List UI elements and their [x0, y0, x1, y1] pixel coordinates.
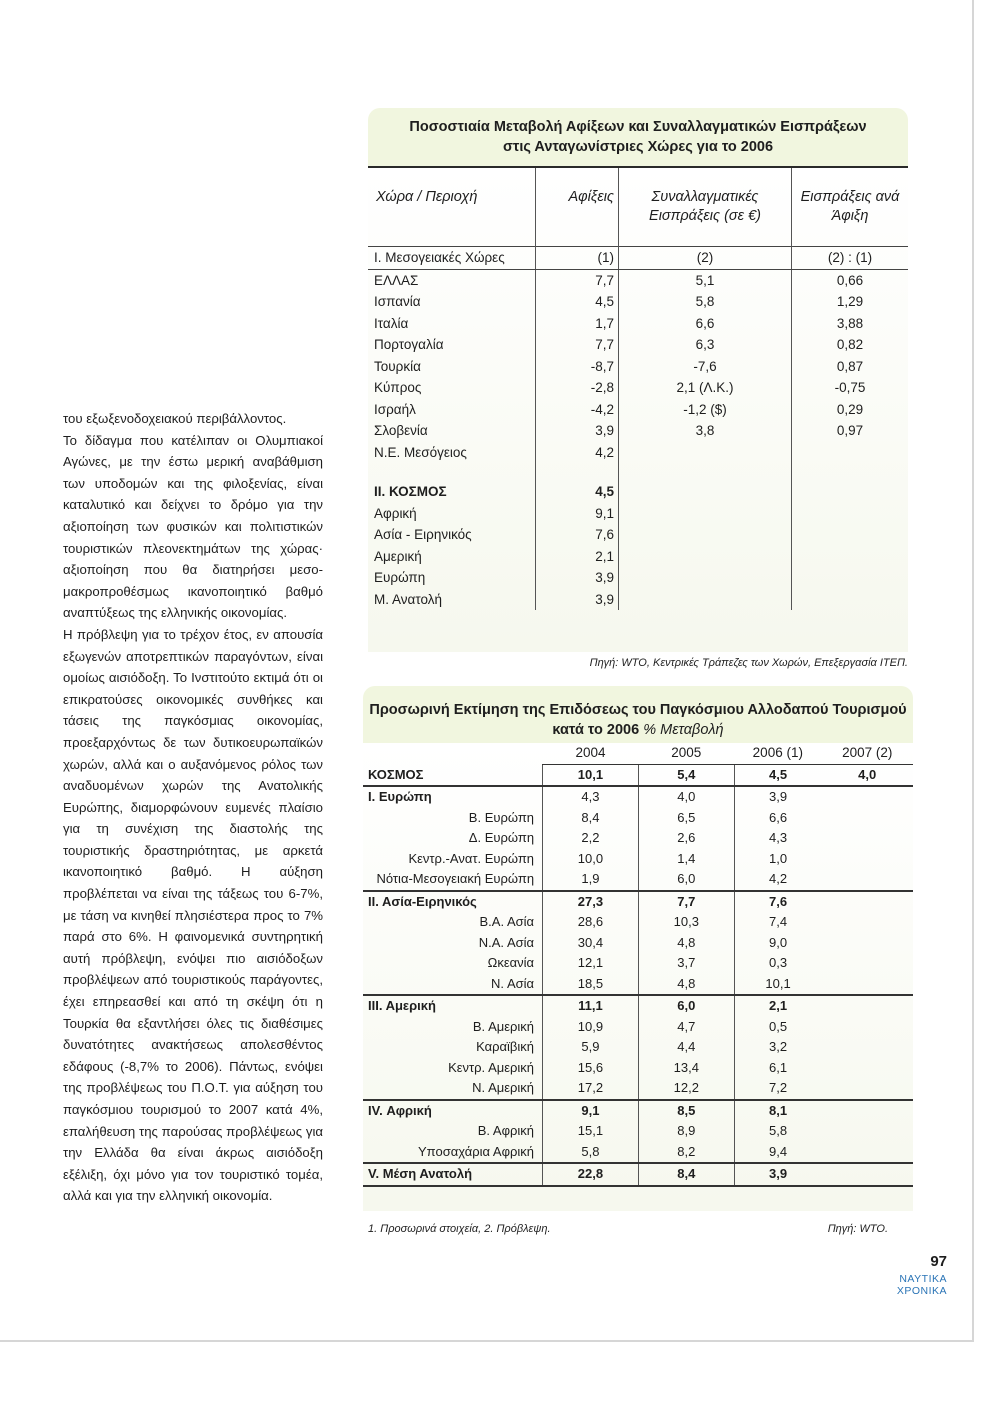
table1-row [368, 442, 908, 464]
table1-cell [792, 524, 908, 546]
table2-title [363, 700, 913, 740]
table1-row-label: Ευρώπη [374, 570, 426, 586]
table2-row-label: Β. Ευρώπη [468, 809, 535, 825]
table1-row-label: Πορτογαλία [374, 337, 444, 353]
table1-cell: -0,75 [792, 377, 908, 399]
table1-row [368, 269, 908, 291]
table1-title [368, 117, 908, 157]
table1-cell: 4,5 [535, 481, 618, 503]
table2-cell [821, 933, 913, 954]
table2-cell: 18,5 [543, 974, 639, 996]
table1-col-header: Χώρα / Περιοχή [376, 189, 478, 205]
table1-section-label: ΙΙ. ΚΟΣΜΟΣ [374, 484, 447, 500]
table2-row-label: Ν. Ασία [491, 975, 535, 991]
table2-cell [821, 912, 913, 933]
table1-cell [618, 546, 791, 568]
table2-cell [821, 828, 913, 849]
table1-cell: 4,5 [535, 291, 618, 313]
table2-cell: 4,0 [821, 764, 913, 786]
table2-header-row [363, 743, 913, 764]
table2-cell [821, 869, 913, 891]
table1-cell: 3,9 [535, 567, 618, 589]
table1-cell: (2) [618, 247, 791, 270]
table2-row [363, 1121, 913, 1142]
table1-row [368, 524, 908, 546]
table2-row [363, 974, 913, 996]
table1-cell: 0,66 [792, 269, 908, 291]
table2-cell: 12,2 [638, 1078, 734, 1100]
table1-cell [792, 503, 908, 525]
table2-title-line1: Προσωρινή Εκτίμηση της Επιδόσεως του Παγκόσμιου Αλλοδαπού Τουρισμού [369, 702, 907, 718]
table2 [363, 743, 913, 1211]
table1-row [368, 589, 908, 611]
table2-cell: 10,3 [638, 912, 734, 933]
table2-cell: 7,4 [734, 912, 821, 933]
table2-cell [821, 995, 913, 1017]
paragraph: Το δίδαγμα που κατέλιπαν οι Ολυμπιακοί Αγώνες, με την έστω μερική αναβάθμιση των υποδομών και της φιλοξενίας, είναι καταλυτικό και δείχνει το δρόμο για την αξιοποίηση των φυσικών και πολιτιστικών τουριστικών πλεονεκτημάτων της χώρας· αξιοποίηση που θα διατηρήσει μεσο-μακροπροθέσμως ικανοποιητικό βαθμό αναπτύξεως της ελληνικής οικονομίας. [63, 432, 323, 621]
table2-cell: 4,2 [734, 869, 821, 891]
table2-row [363, 1058, 913, 1079]
table2-cell [821, 1078, 913, 1100]
table2-cell: 10,9 [543, 1017, 639, 1038]
table2-title-line2: κατά το 2006 [552, 722, 640, 738]
table1-row-label: Ισπανία [374, 294, 421, 310]
table2-row-label: Ωκεανία [487, 955, 535, 971]
table2-row-label: Κεντρ. Αμερική [448, 1059, 535, 1075]
table2-row [363, 1017, 913, 1038]
table2-cell: 12,1 [543, 953, 639, 974]
table2-cell: 5,4 [638, 764, 734, 786]
table2-cell: 15,1 [543, 1121, 639, 1142]
table2-row [363, 828, 913, 849]
table2-cell: 9,4 [734, 1142, 821, 1164]
table1-row-label: Ν.Ε. Μεσόγειος [374, 444, 467, 460]
table2-cell: 7,7 [638, 891, 734, 913]
table2-cell: 1,9 [543, 869, 639, 891]
table2-world-label: ΚΟΣΜΟΣ [363, 764, 543, 786]
table2-cell: 6,0 [638, 995, 734, 1017]
table1-row-label: ΕΛΛΑΣ [374, 272, 419, 288]
magazine-name-line2: ΧΡΟΝΙΚΑ [896, 1285, 947, 1297]
table2-cell: 6,6 [734, 808, 821, 829]
table2-cell: 7,6 [734, 891, 821, 913]
table2-row-label: Ν. Αμερική [472, 1080, 535, 1096]
table2-cell [821, 849, 913, 870]
table2-source: Πηγή: WTO. [827, 1223, 888, 1235]
table1-cell: 3,9 [535, 420, 618, 442]
magazine-name-line1: ΝΑΥΤΙΚΑ [899, 1273, 947, 1285]
table2-section-row [363, 786, 913, 808]
table1-cell: 4,2 [535, 442, 618, 464]
table2-footnote: 1. Προσωρινά στοιχεία, 2. Πρόβλεψη. [368, 1223, 551, 1235]
table2-section-row [363, 995, 913, 1017]
table1-cell: 2,1 (Λ.Κ.) [618, 377, 791, 399]
table1-cell: 3,88 [792, 313, 908, 335]
table2-row [363, 1037, 913, 1058]
table2-cell: 6,1 [734, 1058, 821, 1079]
table1-col-header: Αφίξεις [535, 168, 618, 247]
table1-row [368, 503, 908, 525]
table2-cell: 10,1 [543, 764, 639, 786]
table1-row [368, 334, 908, 356]
table1-cell [618, 503, 791, 525]
table1-cell: -4,2 [535, 399, 618, 421]
table1-cell: 0,82 [792, 334, 908, 356]
table2-cell: 8,4 [543, 808, 639, 829]
table2-cell [821, 808, 913, 829]
table1-grid [368, 168, 908, 610]
table2-cell: 9,1 [543, 1100, 639, 1122]
table1-section-row [368, 481, 908, 503]
table2-cell: 10,1 [734, 974, 821, 996]
table1-row [368, 567, 908, 589]
table2-cell [821, 1121, 913, 1142]
table2-row-label: Κεντρ.-Ανατ. Ευρώπη [408, 850, 535, 866]
table2-cell: 4,8 [638, 933, 734, 954]
table2-cell: 0,3 [734, 953, 821, 974]
table2-section-label: Ι. Ευρώπη [363, 786, 543, 808]
table1-cell: -1,2 ($) [618, 399, 791, 421]
table1-cell: (1) [535, 247, 618, 270]
table2-cell: 3,9 [734, 1163, 821, 1186]
table2-cell: 6,5 [638, 808, 734, 829]
table2-cell: 5,8 [734, 1121, 821, 1142]
table2-row-label: Καραϊβική [476, 1039, 535, 1055]
table2-cell [821, 786, 913, 808]
table2-cell: 15,6 [543, 1058, 639, 1079]
table2-row [363, 912, 913, 933]
table1-row-label: Ισραήλ [374, 401, 416, 417]
table2-cell: 22,8 [543, 1163, 639, 1186]
table1-cell: 3,8 [618, 420, 791, 442]
table1-row-label: Αμερική [374, 548, 422, 564]
table2-cell: 3,9 [734, 786, 821, 808]
table2-row-label: Υποσαχάρια Αφρική [418, 1143, 535, 1159]
table1-cell: 3,9 [535, 589, 618, 611]
table2-cell: 11,1 [543, 995, 639, 1017]
table2-cell: 8,5 [638, 1100, 734, 1122]
table2-row-label: Νότια-Μεσογειακή Ευρώπη [376, 871, 535, 887]
table1-cell: 9,1 [535, 503, 618, 525]
table2-cell: 2,6 [638, 828, 734, 849]
table1-cell: 7,6 [535, 524, 618, 546]
table1-row [368, 377, 908, 399]
table2-section-label: IV. Αφρική [363, 1100, 543, 1122]
table1-row [368, 356, 908, 378]
table1-row-label: Μ. Ανατολή [374, 591, 442, 607]
table2-cell: 13,4 [638, 1058, 734, 1079]
table1-cell [618, 567, 791, 589]
table2-cell: 2,1 [734, 995, 821, 1017]
table1-row-label: Τουρκία [374, 358, 421, 374]
table2-row-label: Β.Α. Ασία [479, 914, 535, 930]
table1-section-row [368, 247, 908, 270]
table1-spacer [368, 463, 908, 481]
table2-cell: 4,3 [734, 828, 821, 849]
table1-row-label: Ασία - Ειρηνικός [374, 527, 472, 543]
table2-section-row [363, 1163, 913, 1186]
table1-section-label: Ι. Μεσογειακές Χώρες [368, 247, 535, 270]
table1-cell: 5,1 [618, 269, 791, 291]
table2-cell [821, 953, 913, 974]
table2-year-header: 2007 (2) [821, 743, 913, 764]
table2-world-row [363, 764, 913, 786]
table2-cell [821, 1037, 913, 1058]
table1-row-label: Αφρική [374, 505, 417, 521]
table1-cell: 1,7 [535, 313, 618, 335]
table1-row [368, 399, 908, 421]
table2-row-label: Β. Αφρική [477, 1123, 535, 1139]
table1-cell: 2,1 [535, 546, 618, 568]
table1-cell: (2) : (1) [792, 247, 908, 270]
table2-year-header: 2005 [638, 743, 734, 764]
table2-title-unit: % Μεταβολή [643, 722, 724, 738]
table2-row-label: Ν.Α. Ασία [478, 934, 535, 950]
table2-cell: 1,0 [734, 849, 821, 870]
table2-row [363, 1078, 913, 1100]
table2-cell: 3,2 [734, 1037, 821, 1058]
paragraph: Η πρόβλεψη για το τρέχον έτος, εν απουσία εξωγενών αποτρεπτικών παραγόντων, είναι ομοίως αισιόδοξη. Το Ινστιτούτο εκτιμά ότι οι επικρατούσες οικονομικές συνθήκες και τάσεις της παγκόσμιας οικονομίας, προεξαρχόντως δε των δυτικοευρωπαϊκών χωρών, αλλά και ο αυξανόμενος ρόλος των αναδυομένων χωρών της Ανατολικής Ευρώπης, διαμορφώνουν ευμενές πλαίσιο για τη συνέχιση της διαστολής της τουριστικής δραστηριότητας, με αρκετά ικανοποιητικό βαθμό. Η αύξηση προβλέπεται να είναι της τάξεως του 6-7%, με τάση να κινηθεί πλησιέστερα προς το 7% παρά στο 6%. Η φαινομενικά συντηρητική αυτή πρόβλεψη, ενόψει πιο αισιόδοξων προβλέψεων από τουριστικούς παράγοντες, έχει επηρεασθεί και από τη σκέψη ότι η Τουρκία θα εξαντλήσει όλες τις διαθέσιμες δυνατότητες ανακτήσεως απολεσθέντος εδάφους (-8,7% το 2006). Πάντως, ενόψει της προβλέψεως του Π.Ο.Τ. για αύξηση του παγκόσμιου τουρισμού το 2007 κατά 4%, επαλήθευση της παρούσας προβλέψεως για την Ελλάδα θα είναι άκρως αισιόδοξη εξέλιξη, όχι μόνο για τον τουριστικό τομέα, αλλά και για την ελληνική οικονομία. [63, 626, 323, 1204]
table2-cell: 17,2 [543, 1078, 639, 1100]
table1-cell: -8,7 [535, 356, 618, 378]
table2-cell: 4,5 [734, 764, 821, 786]
table1-cell [792, 567, 908, 589]
article-body [63, 408, 323, 1207]
table2-row [363, 953, 913, 974]
table1-row-label: Σλοβενία [374, 423, 428, 439]
table1-cell [792, 442, 908, 464]
table2-cell: 2,2 [543, 828, 639, 849]
table1-row-label: Ιταλία [374, 315, 409, 331]
table1-cell: 0,87 [792, 356, 908, 378]
table2-row [363, 1142, 913, 1164]
table2-row [363, 808, 913, 829]
table2-cell: 27,3 [543, 891, 639, 913]
table1-cell: 6,3 [618, 334, 791, 356]
table1-cell: 0,29 [792, 399, 908, 421]
table2-grid [363, 743, 913, 1187]
table1-cell: 6,6 [618, 313, 791, 335]
table2-cell: 7,2 [734, 1078, 821, 1100]
table1-col-header: Συναλλαγματικές Εισπράξεις (σε €) [618, 168, 791, 247]
table1-row [368, 291, 908, 313]
table2-cell: 10,0 [543, 849, 639, 870]
table2-section-label: V. Μέση Ανατολή [363, 1163, 543, 1186]
table1-cell: -7,6 [618, 356, 791, 378]
table2-section-label: ΙΙ. Ασία-Ειρηνικός [363, 891, 543, 913]
table2-cell: 9,0 [734, 933, 821, 954]
table2-cell: 30,4 [543, 933, 639, 954]
table2-cell [821, 974, 913, 996]
paragraph: του εξωξενοδοχειακού περιβάλλοντος. [63, 411, 287, 426]
table1-row [368, 546, 908, 568]
table1-cell: 0,97 [792, 420, 908, 442]
table2-year-header: 2004 [543, 743, 639, 764]
page-number: 97 [930, 1253, 947, 1270]
table1-row [368, 313, 908, 335]
table2-cell: 4,3 [543, 786, 639, 808]
table1-row-label: Κύπρος [374, 380, 422, 396]
table1-cell [618, 524, 791, 546]
table1-cell [618, 442, 791, 464]
table2-cell: 4,4 [638, 1037, 734, 1058]
table1-cell [792, 546, 908, 568]
table1-row [368, 420, 908, 442]
table2-cell: 0,5 [734, 1017, 821, 1038]
table1-cell: -2,8 [535, 377, 618, 399]
table2-row-label: Β. Αμερική [472, 1018, 535, 1034]
table2-row [363, 933, 913, 954]
table1-cell [618, 589, 791, 611]
table2-cell [821, 1058, 913, 1079]
table2-cell: 8,9 [638, 1121, 734, 1142]
table2-cell: 5,8 [543, 1142, 639, 1164]
table2-year-header: 2006 (1) [734, 743, 821, 764]
table2-cell: 5,9 [543, 1037, 639, 1058]
table1-title-line2: στις Ανταγωνίστριες Χώρες για το 2006 [502, 139, 774, 155]
table2-section-label: ΙΙΙ. Αμερική [363, 995, 543, 1017]
table1-cell: 1,29 [792, 291, 908, 313]
table2-cell [821, 1163, 913, 1186]
table2-cell [821, 891, 913, 913]
table2-cell [821, 1100, 913, 1122]
table2-section-row [363, 1100, 913, 1122]
table1 [368, 166, 908, 652]
table2-cell: 3,7 [638, 953, 734, 974]
table2-cell: 4,7 [638, 1017, 734, 1038]
table1-cell: 7,7 [535, 269, 618, 291]
table2-cell: 1,4 [638, 849, 734, 870]
table2-row [363, 849, 913, 870]
table2-row [363, 869, 913, 891]
table2-cell: 4,0 [638, 786, 734, 808]
table2-cell: 4,8 [638, 974, 734, 996]
table1-cell [792, 589, 908, 611]
table2-section-row [363, 891, 913, 913]
table2-cell [821, 1142, 913, 1164]
table2-cell: 28,6 [543, 912, 639, 933]
table1-source: Πηγή: WTO, Κεντρικές Τράπεζες των Χωρών, Επεξεργασία ΙΤΕΠ. [589, 657, 908, 669]
table2-cell: 8,4 [638, 1163, 734, 1186]
table1-header-row [368, 168, 908, 247]
table1-col-header: Εισπράξεις ανά Άφιξη [792, 168, 908, 247]
table1-cell: 7,7 [535, 334, 618, 356]
table2-row-label: Δ. Ευρώπη [468, 830, 535, 846]
table2-cell: 8,2 [638, 1142, 734, 1164]
table2-cell: 6,0 [638, 869, 734, 891]
table1-cell: 5,8 [618, 291, 791, 313]
table2-cell [821, 1017, 913, 1038]
table2-cell: 8,1 [734, 1100, 821, 1122]
table1-title-line1: Ποσοστιαία Μεταβολή Αφίξεων και Συναλλαγματικών Εισπράξεων [409, 119, 867, 135]
